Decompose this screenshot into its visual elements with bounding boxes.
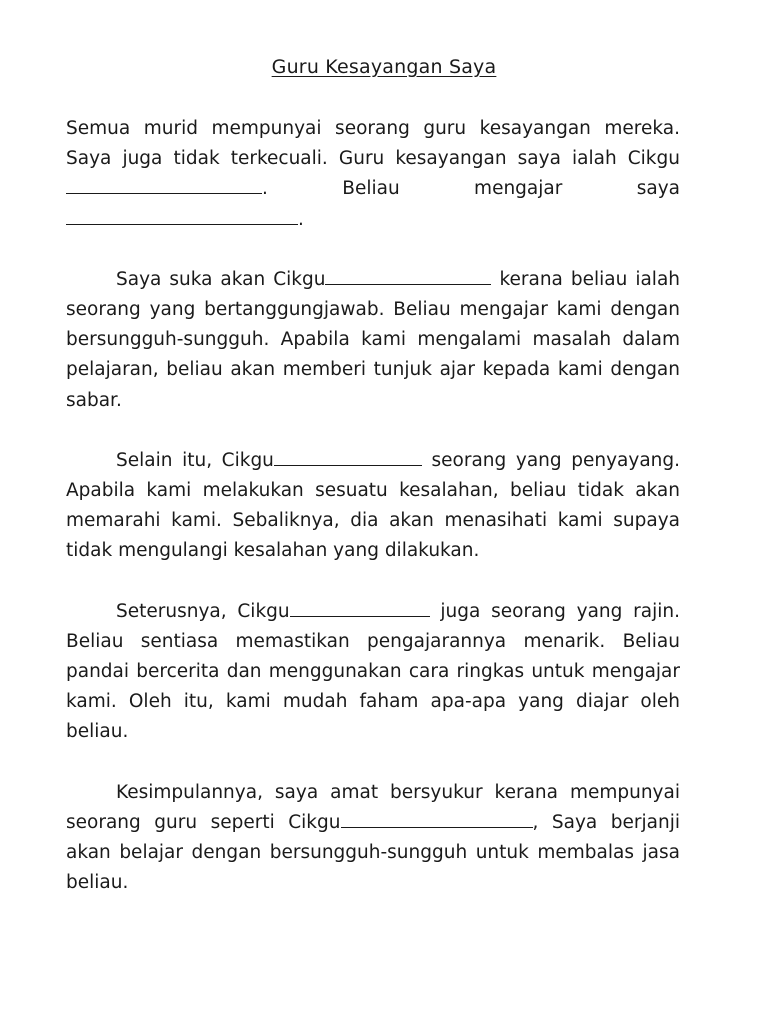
essay-body [66, 114, 680, 898]
paragraph-3 [66, 446, 680, 567]
paragraph-5-text-a: Kesimpulannya, saya amat bersyukur kerana mempunyai seorang guru seperti Cikgu [66, 781, 680, 833]
paragraph-5 [66, 778, 680, 899]
paragraph-5-text-b: , Saya berjanji akan belajar dengan bersungguh-sungguh untuk membalas jasa beliau. [66, 811, 680, 894]
paragraph-1-text-c: . [298, 208, 304, 230]
blank-teacher-name-3[interactable] [274, 448, 422, 466]
document-title: Guru Kesayangan Saya [271, 56, 497, 78]
blank-subject[interactable] [66, 207, 298, 225]
paragraph-2 [66, 265, 680, 416]
paragraph-3-text-a: Selain itu, Cikgu [116, 449, 274, 471]
blank-teacher-name-2[interactable] [325, 267, 491, 285]
blank-teacher-name-5[interactable] [341, 810, 533, 828]
paragraph-3-text-b: seorang yang penyayang. Apabila kami melakukan sesuatu kesalahan, beliau tidak akan memarahi kami. Sebaliknya, dia akan menasihati kami supaya tidak mengulangi kesalahan yang dilakukan. [66, 449, 681, 562]
paragraph-1-text-a: Semua murid mempunyai seorang guru kesayangan mereka. Saya juga tidak terkecuali. Guru kesayangan saya ialah Cikgu [66, 118, 680, 170]
paragraph-4-text-a: Seterusnya, Cikgu [116, 600, 290, 622]
paragraph-2-text-a: Saya suka akan Cikgu [116, 268, 326, 290]
paragraph-4 [66, 597, 680, 748]
paragraph-1 [66, 114, 680, 235]
paragraph-1-text-b: . Beliau mengajar saya [262, 178, 680, 200]
blank-teacher-name-4[interactable] [290, 599, 430, 617]
paragraph-2-text-b: kerana beliau ialah seorang yang bertanggungjawab. Beliau mengajar kami dengan bersungguh-sungguh. Apabila kami mengalami masalah dalam pelajaran, beliau akan memberi tunjuk ajar kepada kami dengan sabar. [66, 268, 681, 411]
blank-teacher-name[interactable] [66, 176, 262, 194]
paragraph-4-text-b: juga seorang yang rajin. Beliau sentiasa memastikan pengajarannya menarik. Beliau pandai bercerita dan menggunakan cara ringkas untuk mengajar kami. Oleh itu, kami mudah faham apa-apa yang diajar oleh beliau. [66, 600, 680, 743]
